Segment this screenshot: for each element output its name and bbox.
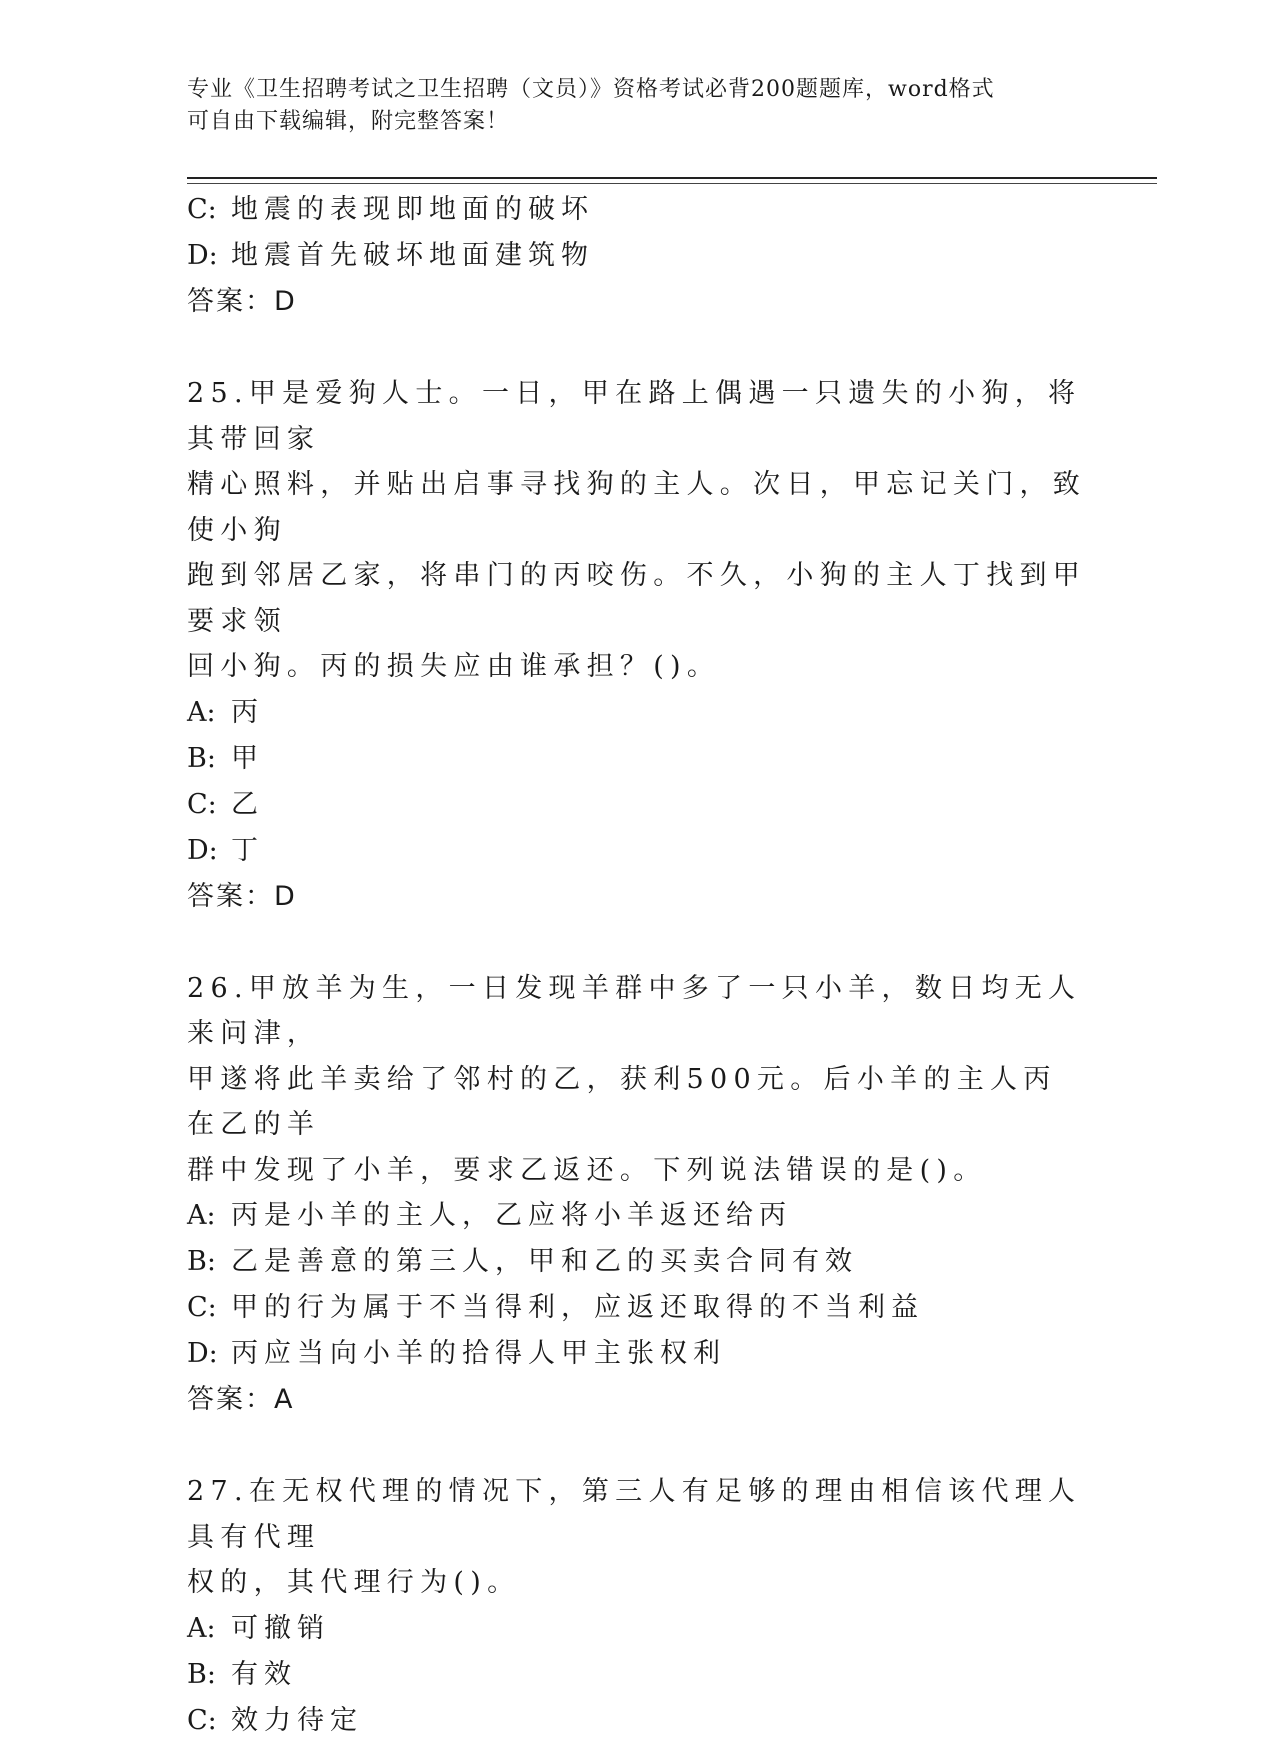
option-a [187, 690, 1087, 736]
option-label: C: [187, 194, 217, 225]
option-label: B: [187, 1658, 216, 1690]
option-text: 甲的行为属于不当得利，应返还取得的不当利益 [231, 1292, 924, 1323]
option-c [187, 1698, 1087, 1744]
stem-line: 26.甲放羊为生，一日发现羊群中多了一只小羊，数日均无人来问津， [187, 972, 1082, 1049]
option-label: A: [187, 1612, 216, 1644]
option-text: 丙应当向小羊的拾得人甲主张权利 [231, 1338, 726, 1369]
question-stem [187, 1469, 1087, 1606]
answer-line: 答案：D [187, 880, 297, 912]
option-label: A: [187, 696, 216, 728]
option-text: 丙 [231, 696, 264, 728]
option-c [187, 1285, 1087, 1331]
question-26 [187, 966, 1087, 1424]
stem-line: 群中发现了小羊，要求乙返还。下列说法错误的是()。 [187, 1154, 987, 1186]
option-label: D: [187, 1338, 218, 1369]
option-b [187, 1239, 1087, 1285]
stem-line: 精心照料，并贴出启事寻找狗的主人。次日，甲忘记关门，致使小狗 [187, 469, 1087, 546]
option-text: 地震的表现即地面的破坏 [231, 194, 594, 225]
spacer [187, 920, 1087, 966]
answer-line: 答案：D [187, 286, 297, 317]
option-a [187, 1193, 1087, 1239]
question-stem [187, 371, 1087, 690]
option-c [187, 782, 1087, 828]
option-label: B: [187, 742, 216, 774]
option-text: 丁 [231, 834, 264, 866]
option-label: A: [187, 1200, 216, 1231]
option-text: 可撤销 [231, 1612, 330, 1644]
option-d [187, 828, 1087, 874]
option-label: C: [187, 1704, 217, 1736]
spacer [187, 1423, 1087, 1469]
option-text: 乙是善意的第三人，甲和乙的买卖合同有效 [231, 1246, 858, 1277]
option-c [187, 187, 1087, 233]
header-line-1: 专业《卫生招聘考试之卫生招聘（文员）》资格考试必背200题题库，word格式 [187, 77, 995, 102]
question-27 [187, 1469, 1087, 1744]
document-header [187, 74, 1087, 138]
header-rule-thin [187, 183, 1157, 184]
stem-line: 权的，其代理行为()。 [187, 1567, 521, 1598]
option-label: C: [187, 788, 217, 820]
option-text: 有效 [231, 1658, 297, 1690]
option-text: 甲 [231, 742, 264, 774]
stem-line: 甲遂将此羊卖给了邻村的乙，获利500元。后小羊的主人丙在乙的羊 [187, 1063, 1057, 1140]
header-line-2: 可自由下载编辑，附完整答案！ [187, 109, 510, 134]
option-d [187, 1331, 1087, 1377]
option-text: 乙 [231, 788, 264, 820]
option-label: C: [187, 1292, 217, 1323]
option-label: D: [187, 240, 218, 271]
question-25 [187, 371, 1087, 920]
question-stem [187, 966, 1087, 1194]
option-label: B: [187, 1246, 216, 1277]
option-b [187, 736, 1087, 782]
option-text: 效力待定 [231, 1704, 363, 1736]
spacer [187, 325, 1087, 371]
stem-line: 跑到邻居乙家，将串门的丙咬伤。不久，小狗的主人丁找到甲要求领 [187, 560, 1087, 637]
stem-line: 回小狗。丙的损失应由谁承担？()。 [187, 651, 721, 682]
option-label: D: [187, 834, 218, 866]
answer-line: 答案：A [187, 1384, 295, 1415]
option-text: 丙是小羊的主人，乙应将小羊返还给丙 [231, 1200, 792, 1231]
option-b [187, 1652, 1087, 1698]
stem-line: 27.在无权代理的情况下，第三人有足够的理由相信该代理人具有代理 [187, 1476, 1082, 1553]
header-rule-thick [187, 177, 1157, 179]
option-text: 地震首先破坏地面建筑物 [231, 240, 594, 271]
question-list [187, 187, 1087, 1744]
option-d [187, 233, 1087, 279]
option-a [187, 1606, 1087, 1652]
prev-question [187, 187, 1087, 325]
stem-line: 25.甲是爱狗人士。一日，甲在路上偶遇一只遗失的小狗，将其带回家 [187, 378, 1082, 455]
